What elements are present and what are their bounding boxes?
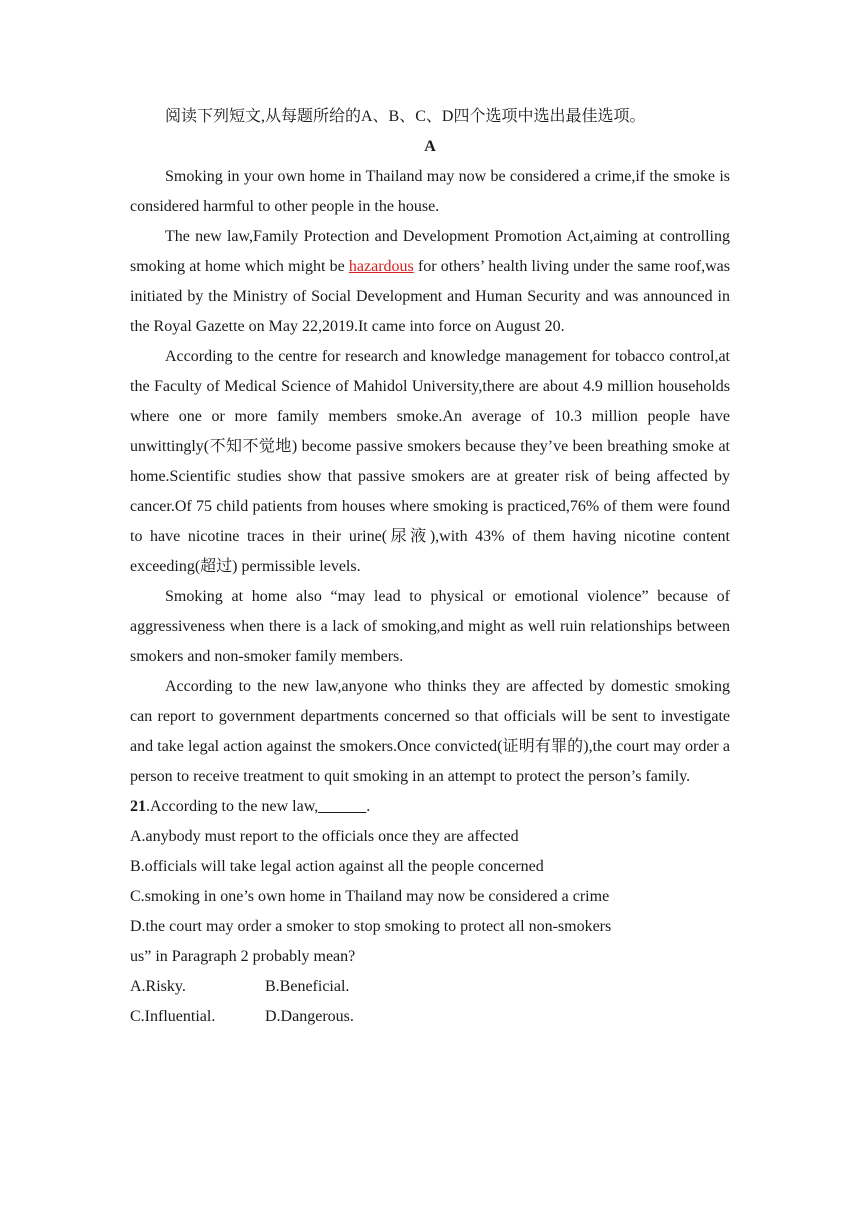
question-22-option-c: C.Influential.	[130, 1008, 216, 1025]
instruction-text: 阅读下列短文,从每题所给的A、B、C、D四个选项中选出最佳选项。	[165, 108, 646, 125]
paragraph-5: According to the new law,anyone who thinks they are affected by domestic smoking can report to government departments concerned so that officials will be sent to investigate and take legal action against the smokers.Once convicted(证明有罪的),the court may order a person to receive treatment to quit smoking in an attempt to protect the person’s family.	[130, 678, 730, 785]
section-title: A	[424, 138, 436, 155]
question-21-option-b: B.officials will take legal action against all the people concerned	[130, 858, 544, 875]
document-content	[130, 102, 730, 1032]
paragraph-1: Smoking in your own home in Thailand may now be considered a crime,if the smoke is considered harmful to other people in the house.	[130, 168, 730, 215]
question-21-blank: ______	[318, 798, 367, 815]
question-22-option-b: B.Beneficial.	[265, 978, 350, 995]
question-21	[130, 792, 730, 822]
question-21-option-a: A.anybody must report to the officials once they are affected	[130, 828, 519, 845]
question-21-option-d: D.the court may order a smoker to stop smoking to protect all non-smokers	[130, 918, 612, 935]
paragraph-4: Smoking at home also “may lead to physical or emotional violence” because of aggressiveness when there is a lack of smoking,and might as well ruin relationships between smokers and non-smoker family members.	[130, 588, 730, 665]
question-22-option-a: A.Risky.	[130, 978, 186, 995]
question-21-option-c: C.smoking in one’s own home in Thailand may now be considered a crime	[130, 888, 610, 905]
question-21-number: 21	[130, 798, 146, 815]
question-22-options-row-1	[130, 972, 730, 1002]
paragraph-2	[130, 222, 730, 342]
question-21-end: .	[366, 798, 371, 815]
question-22-option-d: D.Dangerous.	[265, 1008, 354, 1025]
paragraph-2-before: The new law,Family Protection and Development Promotion Act,aiming at controlling smoking at home which might be	[130, 228, 730, 275]
question-22-stem: us” in Paragraph 2 probably mean?	[130, 948, 356, 965]
question-21-stem: .According to the new law,	[146, 798, 319, 815]
paragraph-3: According to the centre for research and knowledge management for tobacco control,at the Faculty of Medical Science of Mahidol University,there are about 4.9 million households where one or more family members smoke.An average of 10.3 million people have unwittingly(不知不觉地) become passive smokers because they’ve been breathing smoke at home.Scientific studies show that passive smokers are at greater risk of being affected by cancer.Of 75 child patients from houses where smoking is practiced,76% of them were found to have nicotine traces in their urine(尿液),with 43% of them having nicotine content exceeding(超过) permissible levels.	[130, 348, 730, 575]
paragraph-2-after: for others’ health living under the same roof,was initiated by the Ministry of Social Development and Human Security and was announced in the Royal Gazette on May 22,2019.It came into force on August 20.	[130, 258, 731, 335]
highlighted-word-hazardous: hazardous	[348, 258, 414, 275]
question-22-options-row-2	[130, 1002, 730, 1032]
